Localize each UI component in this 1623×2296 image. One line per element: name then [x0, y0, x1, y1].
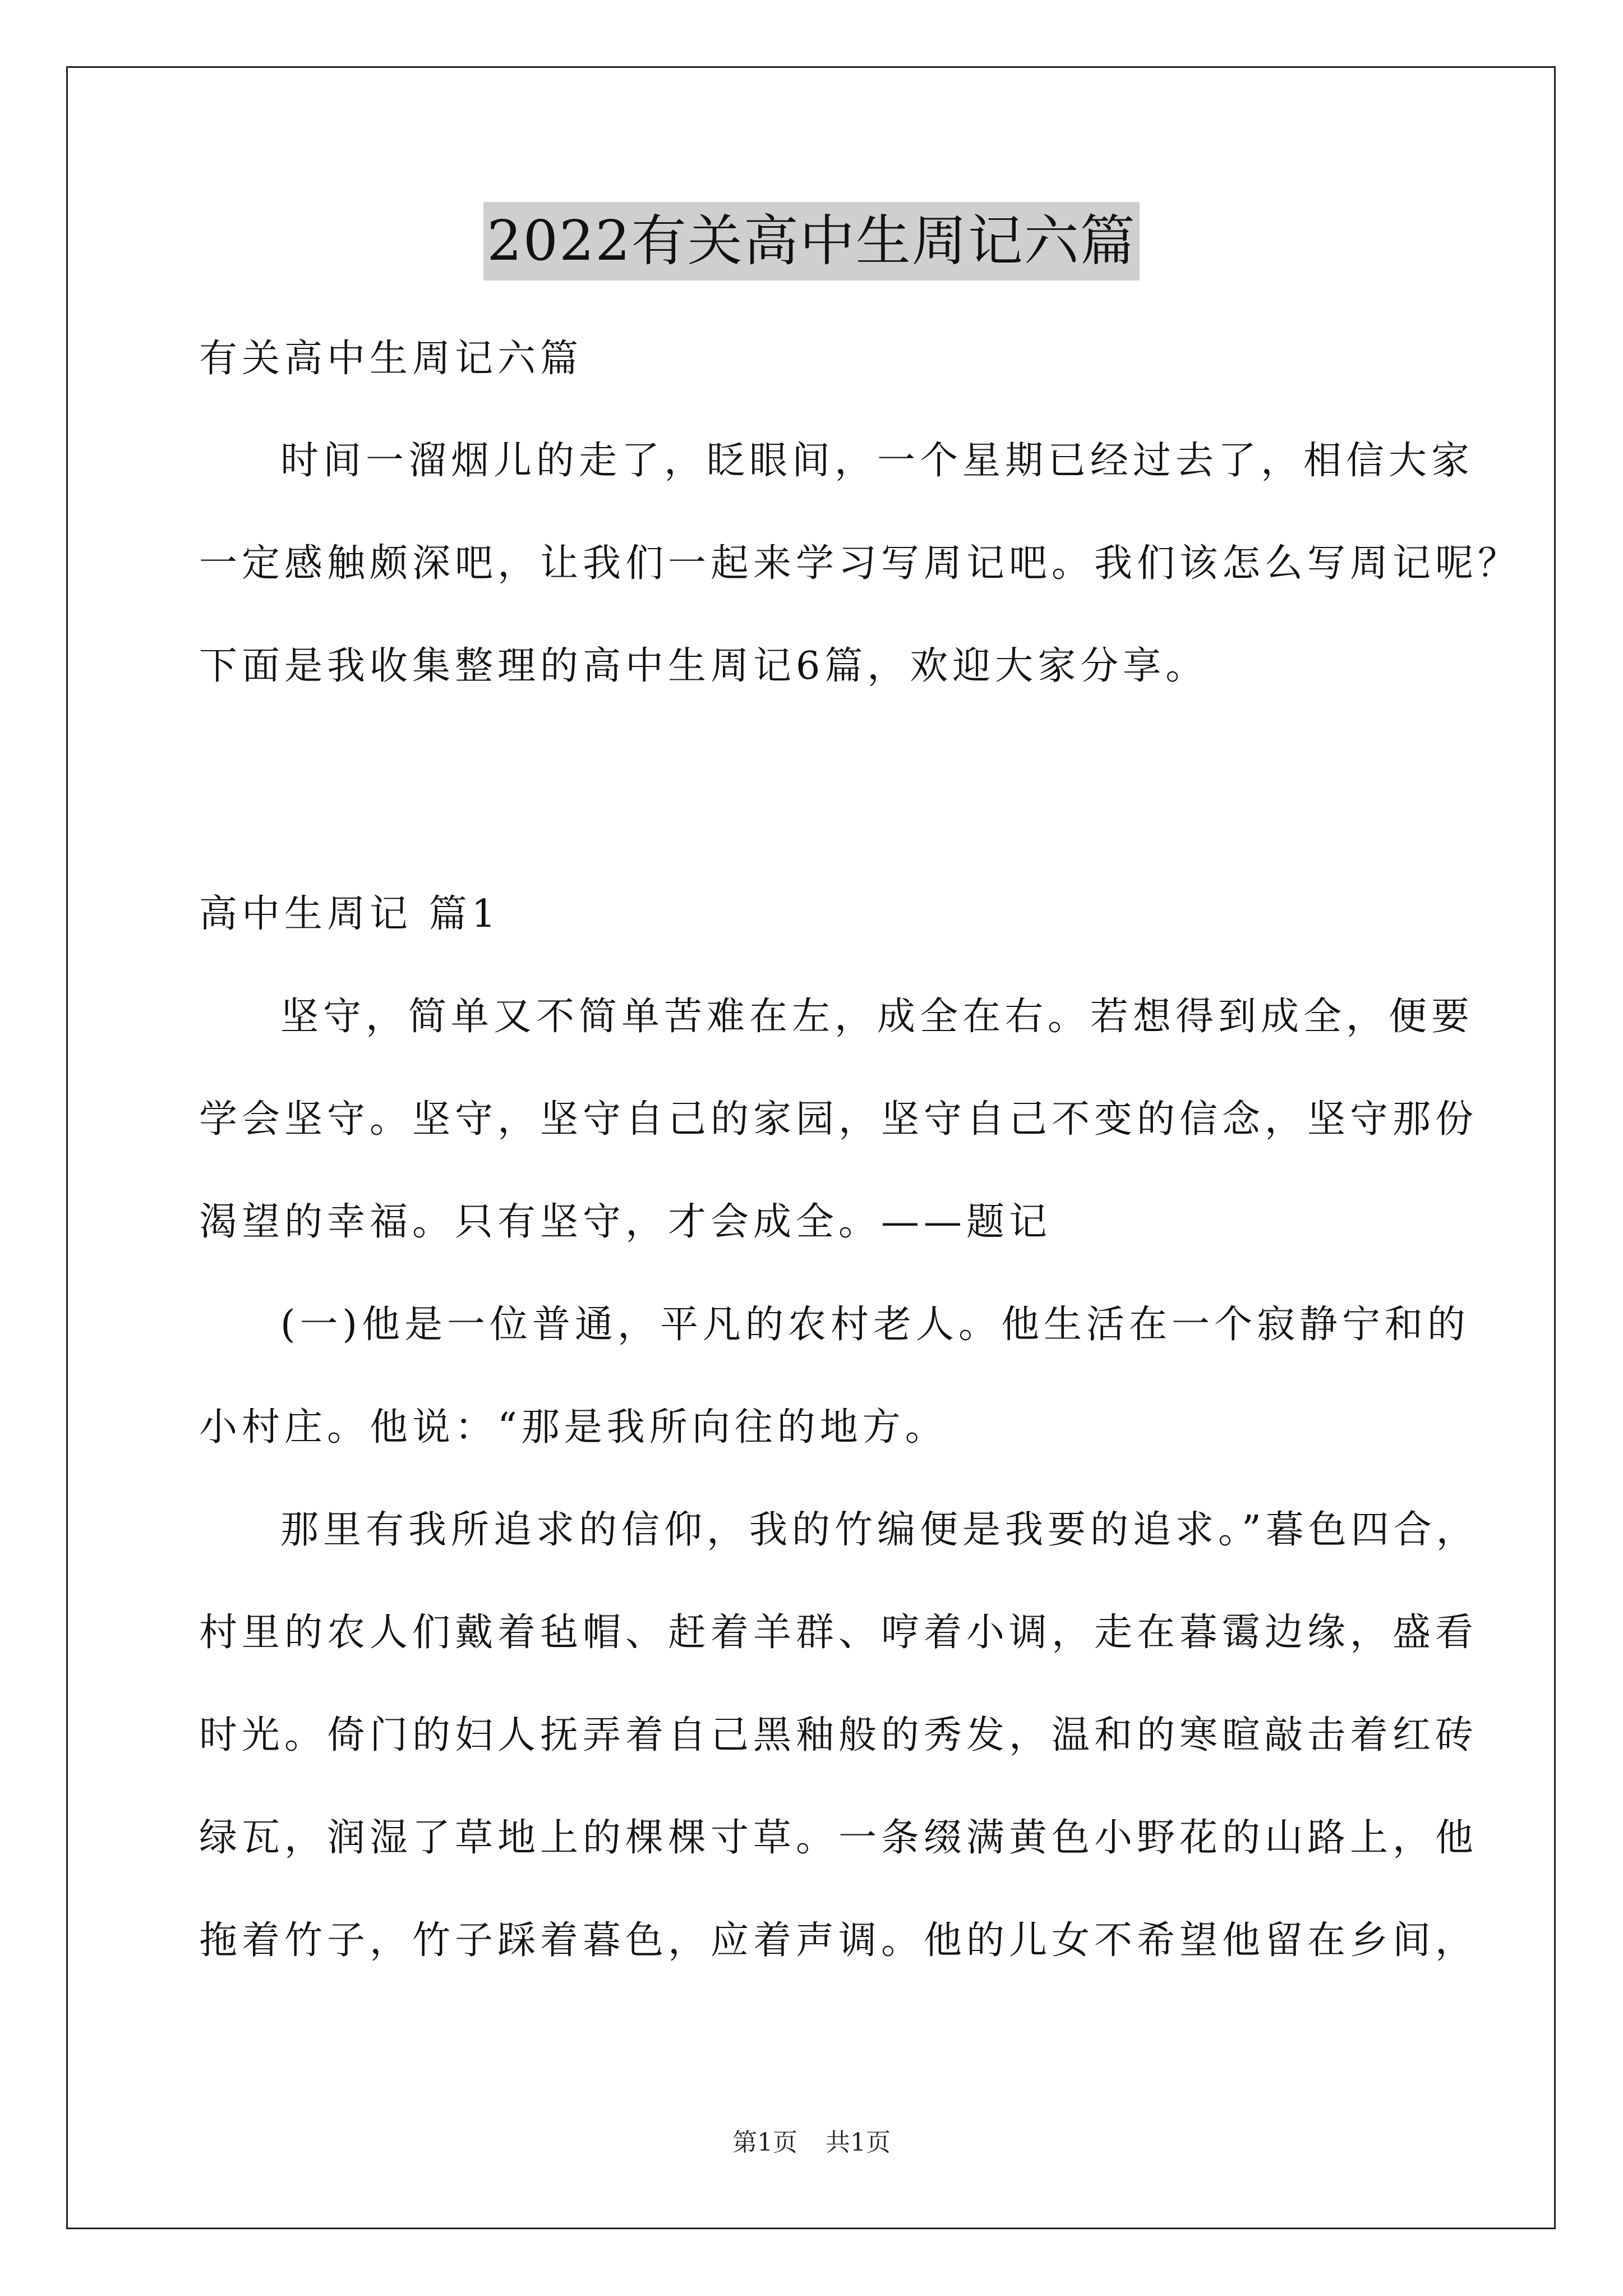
- document-title: 2022有关高中生周记六篇: [483, 202, 1139, 280]
- intro-paragraph-line: 时间一溜烟儿的走了，眨眼间，一个星期已经过去了，相信大家: [280, 439, 1474, 483]
- paragraph-line: 村里的农人们戴着毡帽、赶着羊群、哼着小调，走在暮霭边缘，盛看: [199, 1611, 1478, 1655]
- paragraph-line: 那里有我所追求的信仰，我的竹编便是我要的追求。”暮色四合，: [280, 1508, 1479, 1552]
- page-footer: [0, 2126, 1623, 2160]
- paragraph-line: (一)他是一位普通，平凡的农村老人。他生活在一个寂静宁和的: [280, 1303, 1470, 1347]
- paragraph-line: 渴望的幸福。只有坚守，才会成全。——题记: [199, 1200, 1052, 1244]
- page-border: [66, 66, 1556, 2229]
- page-number-total: 共1页: [826, 2128, 891, 2157]
- paragraph-line: 小村庄。他说：“那是我所向往的地方。: [199, 1405, 948, 1450]
- paragraph-line: 坚守，简单又不简单苦难在左，成全在右。若想得到成全，便要: [280, 995, 1474, 1039]
- page-number-current: 第1页: [732, 2128, 797, 2157]
- section-heading: 高中生周记 篇1: [199, 892, 500, 936]
- paragraph-line: 时光。倚门的妇人抚弄着自己黑釉般的秀发，温和的寒暄敲击着红砖: [199, 1713, 1478, 1757]
- paragraph-line: 学会坚守。坚守，坚守自己的家园，坚守自己不变的信念，坚守那份: [199, 1097, 1478, 1142]
- intro-paragraph-line: 下面是我收集整理的高中生周记6篇，欢迎大家分享。: [199, 644, 1209, 688]
- document-subtitle: 有关高中生周记六篇: [199, 337, 583, 381]
- paragraph-line: 绿瓦，润湿了草地上的棵棵寸草。一条缀满黄色小野花的山路上，他: [199, 1816, 1478, 1860]
- intro-paragraph-line: 一定感触颇深吧，让我们一起来学习写周记吧。我们该怎么写周记呢？: [199, 541, 1521, 586]
- title-container: [0, 202, 1623, 280]
- paragraph-line: 拖着竹子，竹子踩着暮色，应着声调。他的儿女不希望他留在乡间，: [199, 1918, 1478, 1963]
